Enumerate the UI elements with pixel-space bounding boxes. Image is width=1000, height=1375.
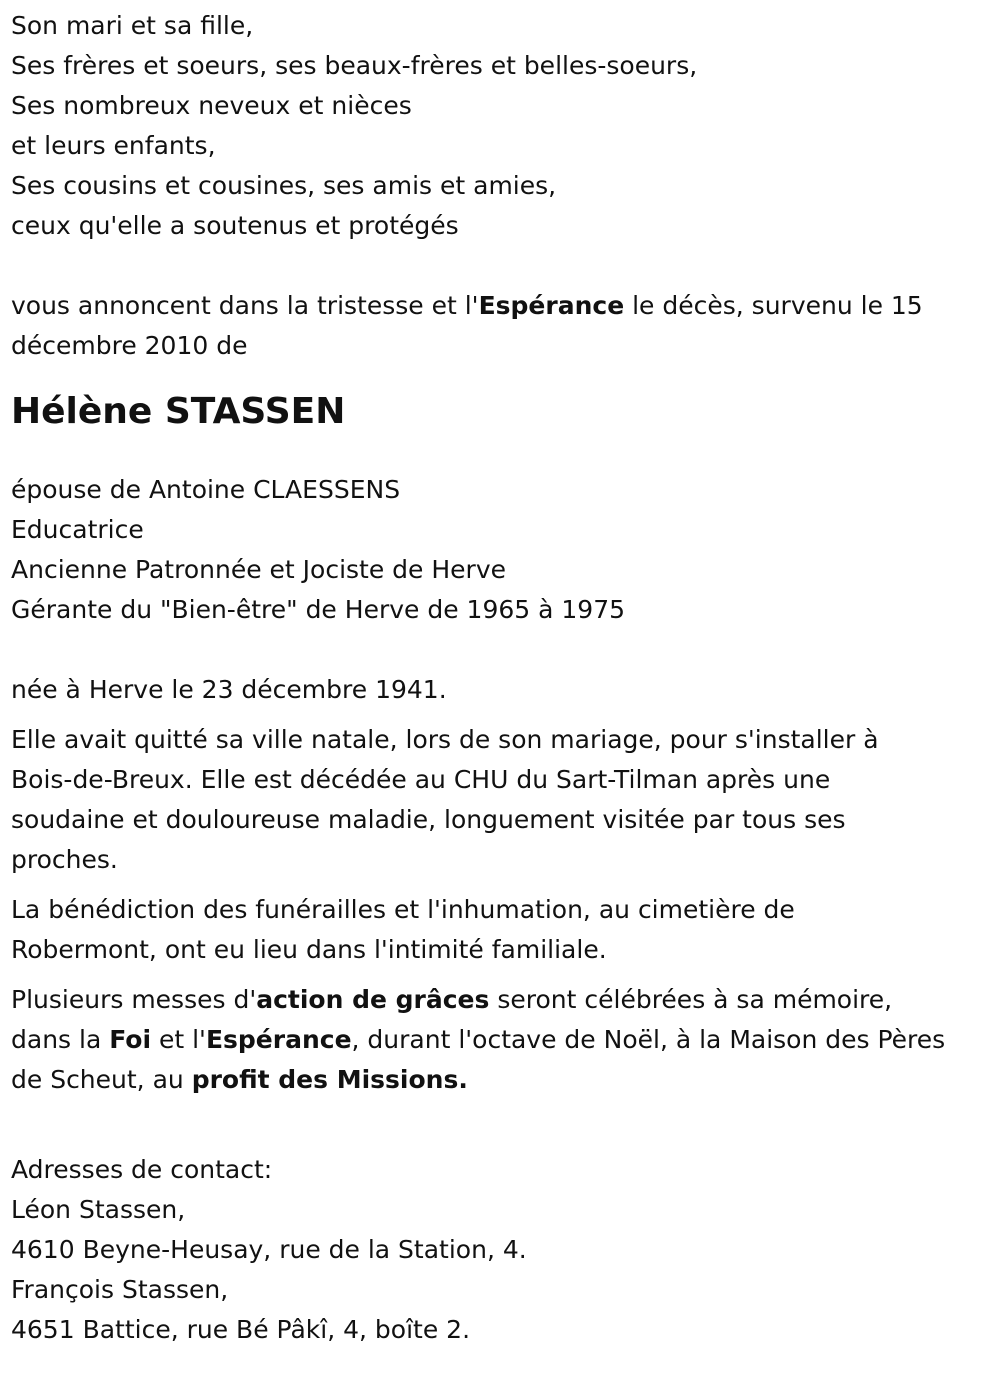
masses-text: , durant l'octave de Noël, à la Maison des Pères: [351, 1025, 946, 1054]
masses-emphasis: profit des Missions.: [191, 1065, 468, 1094]
masses-text: et l': [151, 1025, 206, 1054]
family-line: Ses nombreux neveux et nièces: [11, 91, 412, 120]
announcement-line: décembre 2010 de: [11, 331, 248, 360]
family-line: Ses frères et soeurs, ses beaux-frères et belles-soeurs,: [11, 51, 698, 80]
funeral-paragraph: [11, 890, 975, 970]
paragraph-line: [11, 980, 975, 1020]
masses-text: Plusieurs messes d': [11, 985, 257, 1014]
spacer: [11, 1110, 975, 1150]
paragraph-line: soudaine et douloureuse maladie, longuement visitée par tous ses: [11, 805, 846, 834]
family-list: [11, 6, 975, 246]
paragraph-line: proches.: [11, 845, 118, 874]
announcement-emphasis: Espérance: [478, 291, 625, 320]
paragraph-line: [11, 1060, 975, 1100]
detail-line: Educatrice: [11, 515, 144, 544]
paragraph-line: [11, 1020, 975, 1060]
announcement-text: le décès, survenu le 15: [624, 291, 923, 320]
contacts-list: [11, 1150, 975, 1350]
detail-line: Gérante du "Bien-être" de Herve de 1965 à 1975: [11, 595, 626, 624]
spacer: [11, 630, 975, 670]
contacts-heading: Adresses de contact:: [11, 1155, 273, 1184]
detail-line: épouse de Antoine CLAESSENS: [11, 475, 401, 504]
paragraph-line: Elle avait quitté sa ville natale, lors de son mariage, pour s'installer à: [11, 725, 879, 754]
paragraph-line: Robermont, ont eu lieu dans l'intimité familiale.: [11, 935, 607, 964]
masses-text: dans la: [11, 1025, 110, 1054]
masses-emphasis: Espérance: [205, 1025, 352, 1054]
deceased-name: Hélène STASSEN: [11, 391, 346, 432]
announcement: [11, 286, 975, 366]
spacer: [11, 246, 975, 286]
family-line: et leurs enfants,: [11, 131, 216, 160]
family-line: Son mari et sa fille,: [11, 11, 254, 40]
paragraph-line: La bénédiction des funérailles et l'inhumation, au cimetière de: [11, 895, 795, 924]
contact-line: 4651 Battice, rue Bé Pâkî, 4, boîte 2.: [11, 1315, 471, 1344]
family-line: ceux qu'elle a soutenus et protégés: [11, 211, 459, 240]
announcement-text: vous annoncent dans la tristesse et l': [11, 291, 479, 320]
contact-line: 4610 Beyne-Heusay, rue de la Station, 4.: [11, 1235, 527, 1264]
masses-emphasis: Foi: [109, 1025, 152, 1054]
details-list: [11, 470, 975, 630]
masses-emphasis: action de grâces: [256, 985, 490, 1014]
masses-text: seront célébrées à sa mémoire,: [489, 985, 893, 1014]
family-line: Ses cousins et cousines, ses amis et amies,: [11, 171, 557, 200]
life-paragraph: [11, 720, 975, 880]
birth-info: née à Herve le 23 décembre 1941.: [11, 675, 447, 704]
announcement-line: [11, 286, 975, 326]
masses-paragraph: [11, 980, 975, 1100]
masses-text: de Scheut, au: [11, 1065, 192, 1094]
contact-line: Léon Stassen,: [11, 1195, 186, 1224]
paragraph-line: Bois-de-Breux. Elle est décédée au CHU du Sart-Tilman après une: [11, 765, 831, 794]
contact-line: François Stassen,: [11, 1275, 229, 1304]
detail-line: Ancienne Patronnée et Jociste de Herve: [11, 555, 507, 584]
